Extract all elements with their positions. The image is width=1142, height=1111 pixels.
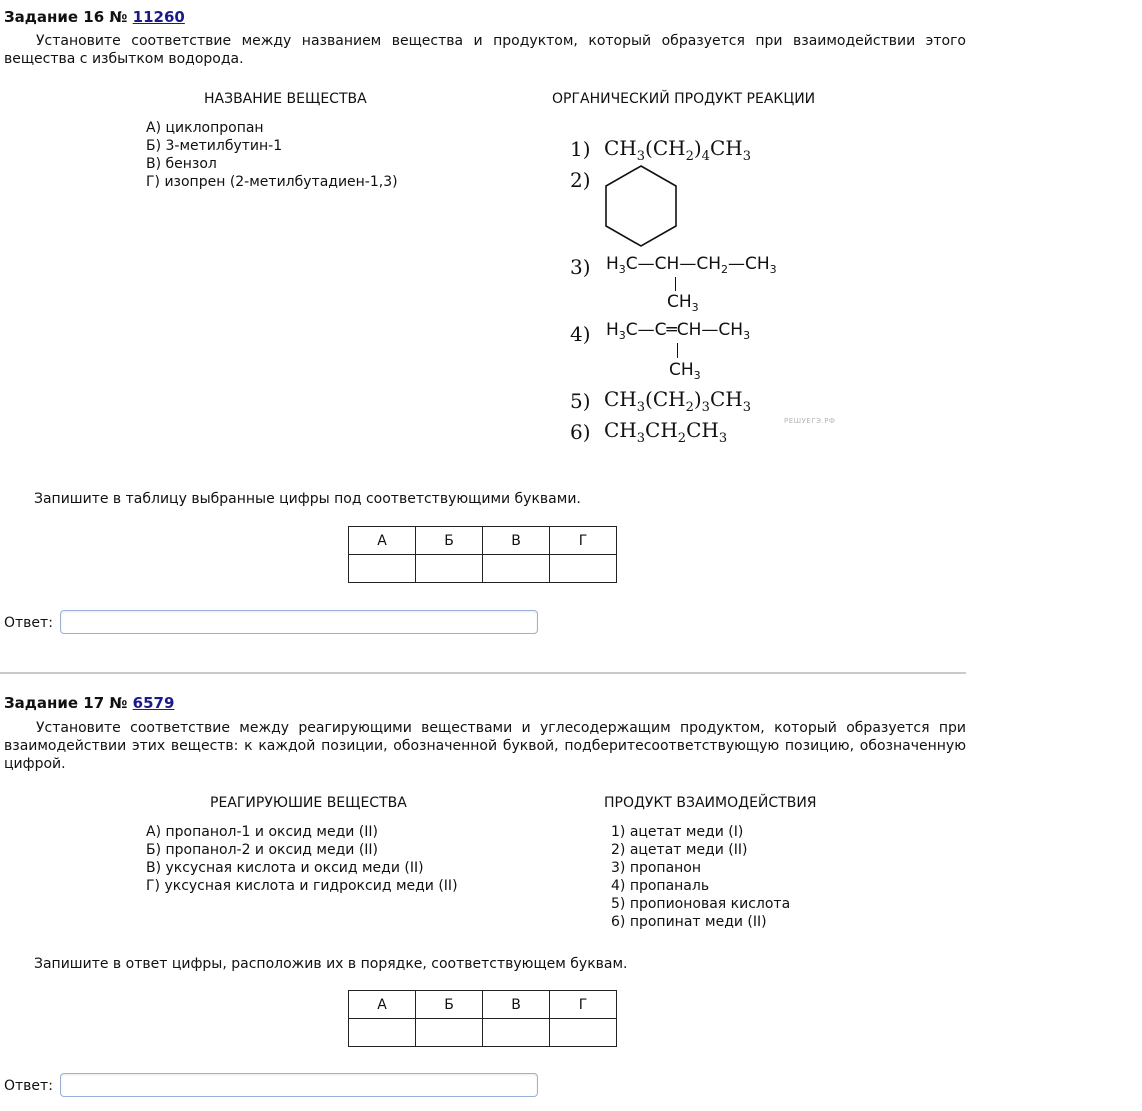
product-4-bond (677, 343, 678, 358)
list-item: 3) пропанон (611, 860, 702, 876)
table-cell (416, 555, 483, 583)
table-header-v: В (483, 527, 550, 555)
task17-reagent-list (146, 823, 458, 895)
task16-statement-text: Установите соответствие между названием вещества и продуктом, который образуется при взаимодействии этого вещества с избытком водорода. (4, 33, 966, 67)
task17-heading (4, 694, 174, 712)
table-header-g: Г (550, 991, 617, 1019)
table-header-a: А (349, 527, 416, 555)
table-header-a: А (349, 991, 416, 1019)
list-item: Г) уксусная кислота и гидроксид меди (II) (146, 878, 458, 894)
task16-substance-list (146, 119, 398, 191)
task16-right-header: ОРГАНИЧЕСКИЙ ПРОДУКТ РЕАКЦИИ (552, 91, 816, 107)
task17-id-link[interactable]: 6579 (132, 694, 175, 712)
task17-statement-text: Установите соответствие между реагирующими веществами и углесодержащим продуктом, который образуется при взаимодействии этих веществ: к каждой позиции, обозначенной буквой, подберитесоответствующую позицию, обозначенную цифрой. (4, 720, 966, 772)
task16-answer-input[interactable] (60, 610, 538, 634)
cyclohexane-ring (600, 162, 682, 252)
task17-instruction: Запишите в ответ цифры, расположив их в порядке, соответствующем буквам. (34, 956, 628, 972)
task17-answer-table (348, 990, 617, 1047)
list-item: 5) пропионовая кислота (611, 896, 791, 912)
product-5-number: 5) (570, 389, 591, 413)
product-5-formula: $CH_3(CH_2)_3CH_3$ (604, 387, 751, 415)
product-1-formula: $CH_3(CH_2)_4CH_3$ (604, 136, 751, 164)
list-item: Б) пропанол-2 и оксид меди (II) (146, 842, 379, 858)
table-header-g: Г (550, 527, 617, 555)
list-item: А) пропанол-1 и оксид меди (II) (146, 824, 378, 840)
list-item: А) циклопропан (146, 120, 264, 136)
list-item: В) уксусная кислота и оксид меди (II) (146, 860, 424, 876)
task16-id-link[interactable]: 11260 (132, 8, 185, 26)
list-item: 6) пропинат меди (II) (611, 914, 767, 930)
table-header-b: Б (416, 527, 483, 555)
table-cell (550, 555, 617, 583)
task17-title: Задание 17 № (4, 694, 128, 712)
task-divider (0, 672, 966, 674)
table-cell (483, 555, 550, 583)
watermark: РЕШУЕГЭ.РФ (784, 417, 836, 425)
task16-left-header: НАЗВАНИЕ ВЕЩЕСТВА (204, 91, 367, 107)
task16-instruction: Запишите в таблицу выбранные цифры под соответствующими буквами. (34, 491, 581, 507)
product-3-number: 3) (570, 255, 591, 279)
list-item: 4) пропаналь (611, 878, 710, 894)
task16-statement (4, 32, 966, 68)
task17-statement (4, 719, 966, 773)
product-3-formula: $H_3C—CH—CH_2—CH_3$ (606, 254, 777, 276)
table-cell (483, 1019, 550, 1047)
task17-answer-label: Ответ: (4, 1078, 53, 1094)
list-item: В) бензол (146, 156, 217, 172)
product-4-branch: $CH_3$ (669, 360, 701, 382)
task16-answer-label: Ответ: (4, 615, 53, 631)
list-item: 2) ацетат меди (II) (611, 842, 748, 858)
table-cell (550, 1019, 617, 1047)
task17-right-header: ПРОДУКТ ВЗАИМОДЕЙСТВИЯ (604, 795, 817, 811)
task16-answer-table (348, 526, 617, 583)
list-item: Г) изопрен (2-метилбутадиен-1,3) (146, 174, 398, 190)
table-header-b: Б (416, 991, 483, 1019)
task16-heading (4, 8, 185, 26)
list-item: 1) ацетат меди (I) (611, 824, 744, 840)
task17-product-list (611, 823, 790, 931)
table-cell (349, 555, 416, 583)
product-4-number: 4) (570, 322, 591, 346)
product-2-number: 2) (570, 168, 591, 192)
product-6-number: 6) (570, 420, 591, 444)
task17-left-header: РЕАГИРУЮШИЕ ВЕЩЕСТВА (210, 795, 407, 811)
product-6-formula: $CH_3CH_2CH_3$ (604, 418, 728, 446)
task16-title: Задание 16 № (4, 8, 128, 26)
product-3-branch: $CH_3$ (667, 292, 699, 314)
table-cell (416, 1019, 483, 1047)
table-header-v: В (483, 991, 550, 1019)
product-1-number: 1) (570, 137, 591, 161)
list-item: Б) 3-метилбутин-1 (146, 138, 283, 154)
product-3-bond (675, 277, 676, 291)
table-cell (349, 1019, 416, 1047)
task17-answer-input[interactable] (60, 1073, 538, 1097)
product-4-formula: $H_3C—C═CH—CH_3$ (606, 320, 751, 342)
